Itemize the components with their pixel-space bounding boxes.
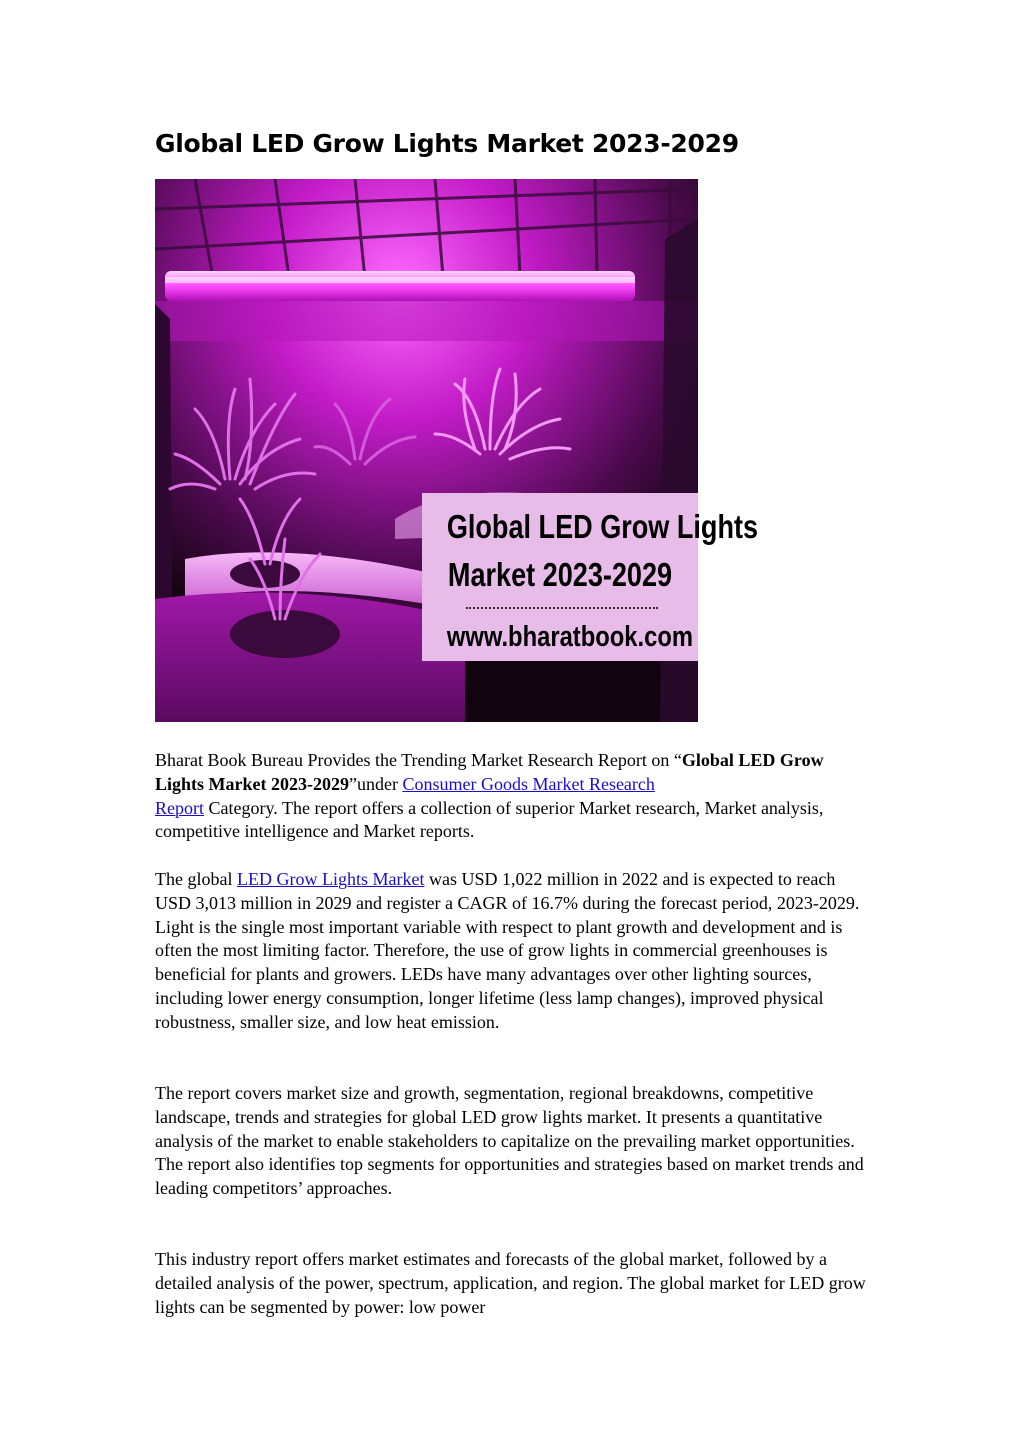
led-grow-lights-market-link[interactable]: LED Grow Lights Market xyxy=(236,869,425,889)
segmentation-paragraph: This industry report offers market estimates and forecasts of the global market, followed by a detailed analysis of the power, spectrum, application, and region. The global market for LED grow lights can be segmented by power: low power xyxy=(155,1249,866,1317)
market-text-b: was USD 1,022 million in 2022 and is expected to reach USD 3,013 million in 2029 and register a CAGR of 16.7% during the forecast period, 2023-2029. Light is the single most important variable with respect to plant growth and development and is often the most limiting factor. Therefore, the use of grow lights in commercial greenhouses is beneficial for plants and growers. LEDs have many advantages over other lighting sources, including lower energy consumption, longer lifetime (less lamp changes), improved physical robustness, smaller size, and low heat emission. xyxy=(155,869,860,1032)
consumer-goods-link[interactable]: Consumer Goods Market Research xyxy=(402,773,655,794)
overlay-divider xyxy=(466,607,658,609)
overlay-title-line2: Market 2023-2029 xyxy=(447,556,673,593)
page-title: Global LED Grow Lights Market 2023-2029 xyxy=(155,129,739,158)
intro-text-b: ”under xyxy=(348,773,403,794)
overlay-url: www.bharatbook.com xyxy=(446,621,694,653)
hero-image xyxy=(155,179,759,722)
intro-text-c: Category. The report offers a collection of superior Market research, Market analysis, competitive intelligence and Market reports. xyxy=(155,797,824,842)
intro-paragraph xyxy=(155,749,875,844)
intro-text-a: Bharat Book Bureau Provides the Trending Market Research Report on “ xyxy=(155,750,682,770)
report-coverage-paragraph: The report covers market size and growth, segmentation, regional breakdowns, competitive landscape, trends and strategies for global LED grow lights market. It presents a quantitative analysis of the market to enable stakeholders to capitalize on the prevailing market opportunities. The report also identifies top segments for opportunities and strategies based on market trends and leading competitors’ approaches. xyxy=(155,1083,864,1199)
market-text-a: The global xyxy=(155,869,237,889)
hero-overlay-card xyxy=(422,493,759,661)
intro-bold-title: Global LED Grow Lights Market 2023-2029 xyxy=(155,750,824,794)
report-link[interactable]: Report xyxy=(155,797,204,818)
overlay-title-line1: Global LED Grow Lights xyxy=(446,508,759,545)
market-size-paragraph xyxy=(155,868,875,1035)
